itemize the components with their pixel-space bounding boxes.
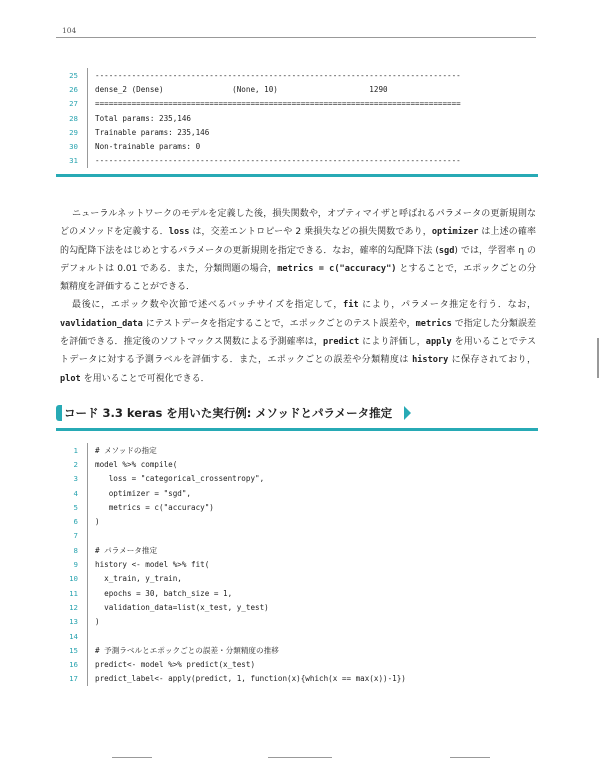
crop-mark <box>268 757 332 758</box>
code-line <box>56 672 538 686</box>
line-number: 30 <box>69 142 78 152</box>
line-number: 8 <box>73 545 78 555</box>
inline-code: sgd <box>438 245 455 256</box>
code-line <box>56 154 538 168</box>
inline-code: metrics <box>415 318 452 329</box>
paragraph-1 <box>60 205 536 296</box>
code-line <box>56 139 538 153</box>
caption-underline <box>56 428 538 431</box>
crop-mark <box>450 757 490 758</box>
text-run: を用いることでテストデータに対する予測ラベルを評価する．また，エポックごとの誤差や分類精度は <box>60 337 536 366</box>
caption-left-marker <box>56 405 62 421</box>
crop-mark <box>112 757 152 758</box>
body-text <box>60 205 536 388</box>
code-text: -------------------------------------------------------------------------------- <box>87 68 538 82</box>
paragraph-2 <box>60 296 536 387</box>
line-number: 7 <box>73 531 78 541</box>
code-text: model %>% compile( <box>87 457 538 471</box>
text-run: とすることで，エポックごとの分類精度を評価することができる． <box>60 263 536 293</box>
code-line <box>56 529 538 543</box>
code-text <box>87 629 538 643</box>
margin-mark <box>597 338 599 378</box>
line-number: 29 <box>69 127 78 137</box>
code-line <box>56 629 538 643</box>
code-text: epochs = 30, batch_size = 1, <box>87 586 538 600</box>
code-text: validation_data=list(x_test, y_test) <box>87 600 538 614</box>
inline-code: optimizer <box>431 227 479 238</box>
code-line <box>56 586 538 600</box>
text-run: は上述の確率的勾配降下法をはじめとするパラメータの更新規則を指定できる．なお，確率的勾配降下法 ( <box>60 227 536 256</box>
code-line <box>56 457 538 471</box>
code-line <box>56 500 538 514</box>
line-number: 27 <box>69 99 78 109</box>
page-number: 104 <box>62 26 77 35</box>
code-listing-continued <box>56 68 538 168</box>
code-text: ) <box>87 615 538 629</box>
line-number: 17 <box>69 674 78 684</box>
code-text: ) <box>87 514 538 528</box>
text-run: を用いることで可視化できる． <box>80 373 210 384</box>
line-number: 26 <box>69 84 78 94</box>
line-number: 5 <box>73 502 78 512</box>
inline-code: fit <box>343 300 359 311</box>
code-text: # メソッドの指定 <box>87 443 538 457</box>
line-number: 25 <box>69 70 78 80</box>
code-text: ================================================================================ <box>87 97 538 111</box>
code-line <box>56 97 538 111</box>
code-line <box>56 543 538 557</box>
line-number: 14 <box>69 631 78 641</box>
code-text: # 予測ラベルとエポックごとの誤差・分類精度の推移 <box>87 643 538 657</box>
text-run: ) では，学習率 η のデフォルトは 0.01 である．また，分類問題の場合， <box>60 245 536 274</box>
code-text: optimizer = "sgd", <box>87 486 538 500</box>
line-number: 15 <box>69 645 78 655</box>
code-line <box>56 68 538 82</box>
code-line <box>56 615 538 629</box>
line-number: 31 <box>69 156 78 166</box>
line-number: 1 <box>73 445 78 455</box>
code-line <box>56 643 538 657</box>
code-line <box>56 82 538 96</box>
code-text: Trainable params: 235,146 <box>87 125 538 139</box>
code-text: x_train, y_train, <box>87 572 538 586</box>
code-line <box>56 557 538 571</box>
code-text: dense_2 (Dense) (None, 10) 1290 <box>87 82 538 96</box>
text-run: により，パラメータ推定を行う．なお， <box>358 300 536 311</box>
code-text: loss = "categorical_crossentropy", <box>87 472 538 486</box>
text-run: ニューラルネットワークのモデルを定義した後，損失関数や，オプティマイザと呼ばれるパラメータの更新規則などのメソッドを定義する． <box>60 209 536 238</box>
line-number: 28 <box>69 113 78 123</box>
header-rule <box>56 37 536 38</box>
code-line <box>56 443 538 457</box>
line-number: 10 <box>69 574 78 584</box>
code-text: history <- model %>% fit( <box>87 557 538 571</box>
code-line <box>56 486 538 500</box>
inline-code: plot <box>60 373 81 384</box>
code-text: Non-trainable params: 0 <box>87 139 538 153</box>
text-run: にテストデータを指定することで，エポックごとのテスト誤差や， <box>142 318 416 329</box>
line-number: 9 <box>73 560 78 570</box>
line-number: 2 <box>73 459 78 469</box>
line-number: 13 <box>69 617 78 627</box>
code-listing-3-3 <box>56 443 538 686</box>
text-run: により評価し， <box>359 337 426 348</box>
inline-code: vavlidation_data <box>60 318 143 329</box>
code-line <box>56 657 538 671</box>
line-number: 3 <box>73 474 78 484</box>
code-text: Total params: 235,146 <box>87 111 538 125</box>
line-number: 4 <box>73 488 78 498</box>
code-line <box>56 111 538 125</box>
code-line <box>56 125 538 139</box>
code-text: predict_label<- apply(predict, 1, function(x){which(x == max(x))-1}) <box>87 672 538 686</box>
inline-code: history <box>412 355 449 366</box>
inline-code: loss <box>168 227 190 238</box>
inline-code: predict <box>322 337 360 348</box>
text-run: で指定した分類誤差を評価できる．推定後のソフトマックス関数による予測確率は， <box>60 318 536 348</box>
listing-caption <box>56 403 538 423</box>
inline-code: apply <box>425 337 452 348</box>
code-line <box>56 514 538 528</box>
code-line <box>56 600 538 614</box>
line-number: 6 <box>73 517 78 527</box>
text-run: 最後に，エポック数や次節で述べるバッチサイズを指定して， <box>72 300 344 311</box>
code-line <box>56 472 538 486</box>
text-run: に保存されており， <box>448 355 536 366</box>
code-text: # パラメータ推定 <box>87 543 538 557</box>
code-text <box>87 529 538 543</box>
caption-title: コード 3.3 keras を用いた実行例: メソッドとパラメータ推定 <box>64 406 393 420</box>
code-text: -------------------------------------------------------------------------------- <box>87 154 538 168</box>
line-number: 11 <box>69 588 78 598</box>
line-number: 16 <box>69 660 78 670</box>
text-run: は，交差エントロピーや 2 乗損失などの損失関数であり， <box>189 227 432 238</box>
inline-code: metrics = c("accuracy") <box>277 263 397 274</box>
caption-right-marker <box>404 406 411 420</box>
code-bottom-rule <box>56 174 538 177</box>
line-number: 12 <box>69 602 78 612</box>
code-text: predict<- model %>% predict(x_test) <box>87 657 538 671</box>
code-text: metrics = c("accuracy") <box>87 500 538 514</box>
code-line <box>56 572 538 586</box>
